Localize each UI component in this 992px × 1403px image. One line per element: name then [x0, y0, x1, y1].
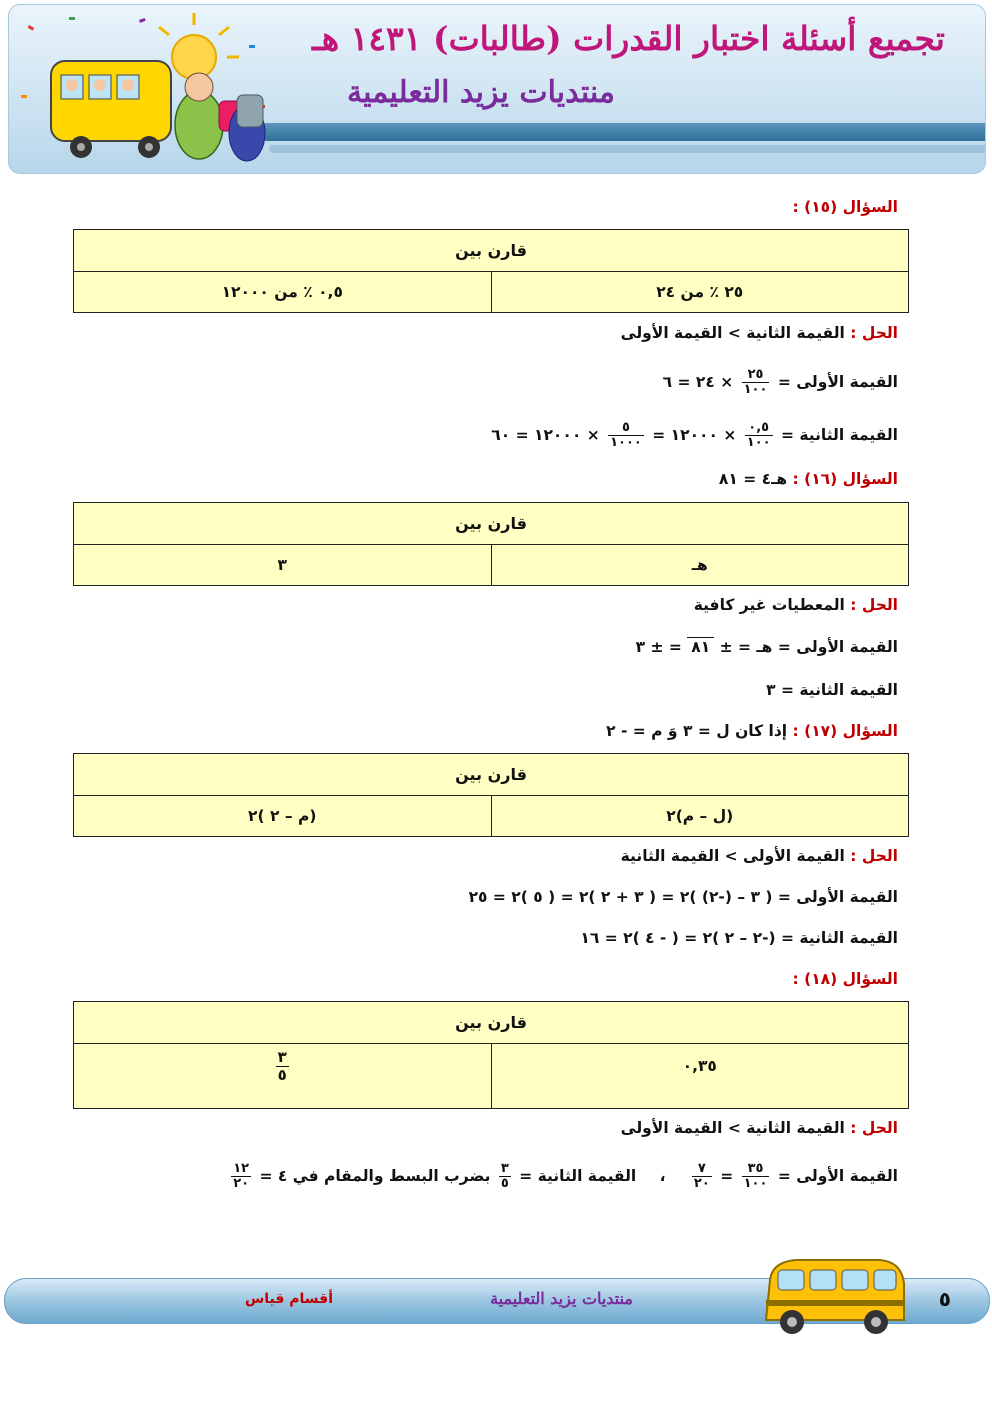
bus-icon	[752, 1250, 912, 1340]
fraction: $\frac{٣٥}{١٠٠}$	[743, 1161, 768, 1191]
q18-solution: الحل : القيمة الثانية > القيمة الأولى	[620, 1119, 898, 1137]
compare-row	[74, 272, 908, 312]
q15-step2: القيمة الثانية = $\frac{٠,٥}{١٠٠}$ × ١٢٠٠٠ = $\frac{٥}{١٠٠٠}$ × ١٢٠٠٠ = ٦٠	[491, 420, 898, 450]
q17-step1: القيمة الأولى = ( ٣ – (-٢) )٢ = ( ٣ + ٢ )٢ = ( ٥ )٢ = ٢٥	[468, 888, 898, 906]
q17-step2: القيمة الثانية = (-٢ – ٢ )٢ = ( - ٤ )٢ = ١٦	[580, 929, 898, 947]
compare-row	[74, 796, 908, 836]
q16-step1: القيمة الأولى = هـ = ± ٨١ = ± ٣	[635, 638, 898, 656]
q17-title: السؤال (١٧) : إذا كان ل = ٣ وَ م = - ٢	[606, 722, 898, 740]
q18-compare-table	[73, 1001, 909, 1109]
compare-cell-first: هـ	[691, 556, 708, 574]
q15-compare-table	[73, 229, 909, 313]
compare-cell-first: ٠,٣٥	[682, 1057, 717, 1075]
page-header	[8, 4, 986, 174]
q16-step2: القيمة الثانية = ٣	[766, 681, 898, 699]
q17-solution: الحل : القيمة الأولى > القيمة الثانية	[620, 847, 898, 865]
compare-row	[74, 545, 908, 585]
q18-title: السؤال (١٨) :	[792, 970, 898, 988]
fraction: $\frac{٠,٥}{١٠٠}$	[746, 420, 771, 450]
q15-title: السؤال (١٥) :	[792, 198, 898, 216]
fraction: $\frac{٧}{٢٠}$	[693, 1161, 710, 1191]
q16-title: السؤال (١٦) : هـ٤ = ٨١	[718, 470, 898, 488]
q18-step1: القيمة الأولى = $\frac{٣٥}{١٠٠}$ = $\frac{٧}{٢٠}$ ، القيمة الثانية = $\frac{٣}{٥}$ بضرب البسط والمقام في ٤ = $\frac{١٢}{٢٠}$	[233, 1161, 898, 1191]
fraction: $\frac{٥}{١٠٠٠}$	[610, 420, 642, 450]
compare-header: قارن بين	[74, 503, 908, 545]
compare-cell-second	[74, 1044, 492, 1108]
page-title: تجميع أسئلة اختبار القدرات (طالبات) ١٤٣١ هـ	[312, 19, 945, 58]
school-bus-illustration	[9, 5, 279, 173]
compare-cell-second: ٠,٥ ٪ من ١٢٠٠٠	[74, 272, 492, 312]
fraction: $\frac{٣}{٥}$	[500, 1161, 509, 1191]
fraction: $\frac{٣}{٥}$	[277, 1048, 287, 1084]
compare-header: قارن بين	[74, 230, 908, 272]
page-subtitle: منتديات يزيد التعليمية	[346, 75, 615, 110]
q15-step1: القيمة الأولى = $\frac{٢٥}{١٠٠}$ × ٢٤ = ٦	[662, 367, 898, 397]
compare-header: قارن بين	[74, 754, 908, 796]
root-symbol: ٨١	[687, 637, 714, 656]
compare-row	[74, 1044, 908, 1108]
page-number: ٥	[938, 1287, 951, 1311]
compare-cell-first: ٢٥ ٪ من ٢٤	[656, 283, 744, 301]
compare-cell-first: (ل – م)٢	[666, 807, 734, 825]
q16-compare-table	[73, 502, 909, 586]
compare-header: قارن بين	[74, 1002, 908, 1044]
q16-solution: الحل : المعطيات غير كافية	[693, 596, 898, 614]
compare-cell-second: ٣	[74, 545, 492, 585]
fraction: $\frac{١٢}{٢٠}$	[233, 1161, 250, 1191]
q17-compare-table	[73, 753, 909, 837]
footer-section: أقسام قياس	[244, 1291, 333, 1307]
header-band-light	[269, 145, 985, 153]
compare-cell-second: (م – ٢ )٢	[74, 796, 492, 836]
fraction: $\frac{٢٥}{١٠٠}$	[743, 367, 768, 397]
footer-brand: منتديات يزيد التعليمية	[490, 1289, 633, 1308]
header-band	[259, 123, 985, 141]
q15-solution: الحل : القيمة الثانية > القيمة الأولى	[620, 324, 898, 342]
